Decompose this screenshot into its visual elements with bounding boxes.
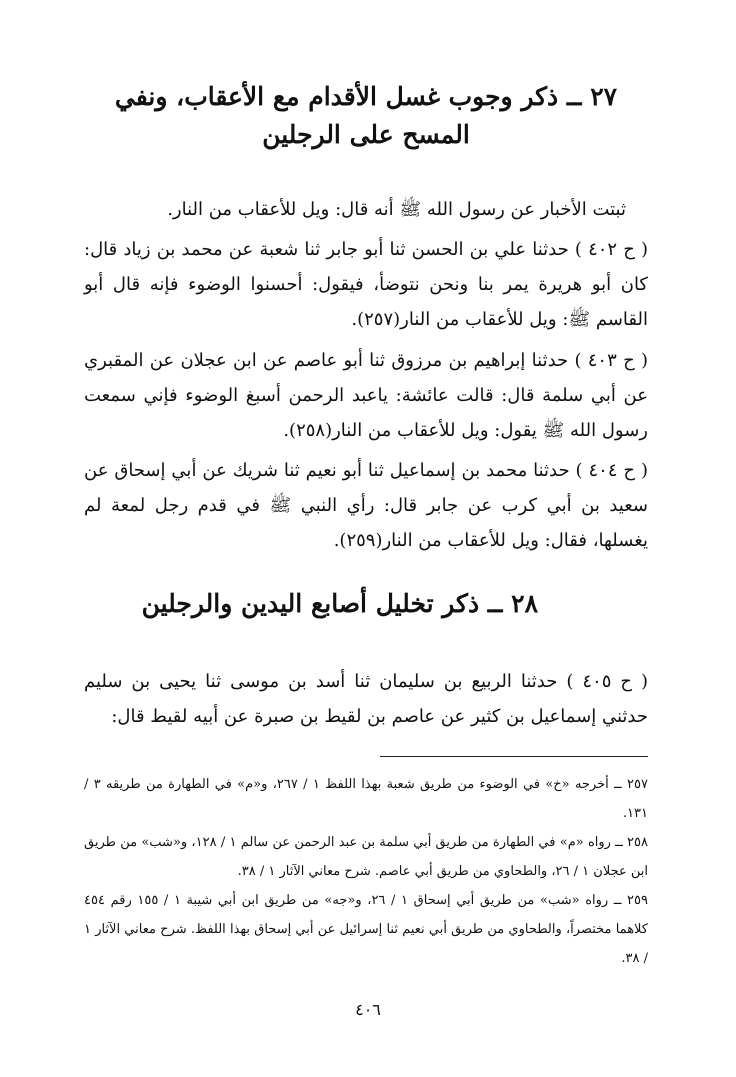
hadith-402: ( ح ٤٠٢ ) حدثنا علي بن الحسن ثنا أبو جابر ثنا شعبة عن محمد بن زياد قال: كان أبو هريرة يمر بنا ونحن نتوضأ، فيقول: أحسنوا الوضوء فإنه قال أبو القاسم ﷺ: ويل للأعقاب من النار(٢٥٧). <box>84 239 648 330</box>
footnote-257: ٢٥٧ ــ أخرجه «خ» في الوضوء من طريق شعبة بهذا اللفظ ١ / ٢٦٧، و«م» في الطهارة من طريقه ٣ / ١٣١. <box>84 777 648 821</box>
section-27-heading: ٢٧ ــ ذكر وجوب غسل الأقدام مع الأعقاب، ونفي المسح على الرجلين <box>114 82 618 149</box>
section-28-heading: ٢٨ ــ ذكر تخليل أصابع اليدين والرجلين <box>141 589 538 618</box>
page-number: ٤٠٦ <box>355 1000 381 1019</box>
footnote-258: ٢٥٨ ــ رواه «م» في الطهارة من طريق أبي سلمة بن عبد الرحمن عن سالم ١ / ١٢٨، و«شب» من طريق ابن عجلان ١ / ٢٦، والطحاوي من طريق أبي عاصم. شرح معاني الآثار ١ / ٣٨. <box>84 835 648 879</box>
intro-paragraph: ثبتت الأخبار عن رسول الله ﷺ أنه قال: ويل للأعقاب من النار. <box>167 199 626 220</box>
footnote-259: ٢٥٩ ــ رواه «شب» من طريق أبي إسحاق ١ / ٢٦، و«جه» من طريق ابن أبي شيبة ١ / ١٥٥ رقم ٤٥٤ كلاهما مختصراً، والطحاوي من طريق أبي نعيم ثنا إسرائيل عن أبي إسحاق بهذا اللفظ. شرح معاني الآثار ١ / ٣٨. <box>84 893 648 966</box>
hadith-404: ( ح ٤٠٤ ) حدثنا محمد بن إسماعيل ثنا أبو نعيم ثنا شريك عن أبي إسحاق عن سعيد بن أبي كرب عن جابر قال: رأي النبي ﷺ في قدم رجل لمعة لم يغسلها، فقال: ويل للأعقاب من النار(٢٥٩). <box>84 460 648 551</box>
footnote-divider <box>380 756 648 757</box>
hadith-403: ( ح ٤٠٣ ) حدثنا إبراهيم بن مرزوق ثنا أبو عاصم عن ابن عجلان عن المقبري عن أبي سلمة قال: قالت عائشة: ياعبد الرحمن أسبغ الوضوء فإني سمعت رسول الله ﷺ يقول: ويل للأعقاب من النار(٢٥٨). <box>84 350 648 441</box>
hadith-405: ( ح ٤٠٥ ) حدثنا الربيع بن سليمان ثنا أسد بن موسى ثنا يحيى بن سليم حدثني إسماعيل بن كثير عن عاصم بن لقيط بن صبرة عن أبيه لقيط قال: <box>84 671 648 727</box>
